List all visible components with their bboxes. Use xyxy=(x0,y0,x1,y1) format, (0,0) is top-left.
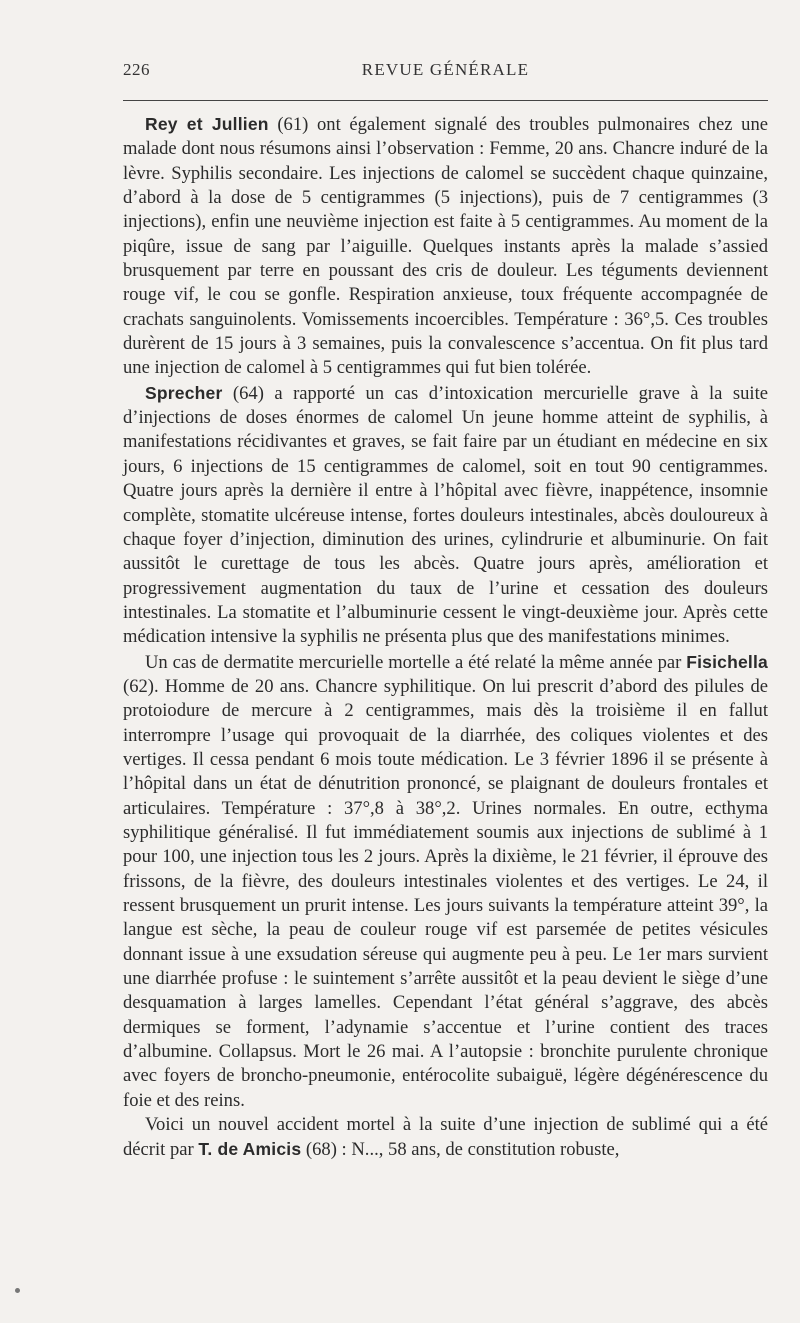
body-text xyxy=(123,112,768,1163)
page-number: 226 xyxy=(123,60,150,79)
paragraph-text: (61) ont également signalé des troubles pulmonaires chez une malade dont nous résumons ainsi l’observation : Femme, 20 ans. Chancre induré de la lèvre. Syphilis secondaire. Les injections de calomel se succèdent chaque quinzaine, d’abord à la dose de 5 centigrammes (5 injections), puis de 7 centigrammes (3 injections), enfin une neuvième injection est faite à 5 centigrammes. Au moment de la piqûre, issue de sang par l’aiguille. Quelques instants après la malade s’assied brusquement par terre en poussant des cris de douleur. Les téguments deviennent rouge vif, le cou se gonfle. Respiration anxieuse, toux fréquente accompagnée de crachats sanguinolents. Vomissements incoercibles. Température : 36°,5. Ces troubles durèrent de 15 jours à 3 semaines, puis la convalescence s’accentua. On fit plus tard une injection de calomel à 5 centigrammes qui fut bien tolérée. xyxy=(123,114,768,379)
ink-spot xyxy=(15,1288,20,1293)
paragraph-rey-jullien xyxy=(123,112,768,381)
paragraph-de-amicis xyxy=(123,1113,768,1163)
author-name: Rey et Jullien xyxy=(145,114,269,134)
paragraph-text: (64) a rapporté un cas d’intoxication mercurielle grave à la suite d’injections de doses énormes de calomel Un jeune homme atteint de syphilis, à manifestations récidivantes et graves, se fait faire par un étudiant en médecine en six jours, 6 injections de 15 centigrammes de calomel, soit en tout 90 centigrammes. Quatre jours après la dernière il entre à l’hôpital avec fièvre, inappétence, insomnie complète, stomatite ulcéreuse intense, fortes douleurs intestinales, abcès douloureux à chaque foyer d’injection, diminution des urines, cylindrurie et albuminurie. On fait aussitôt le curettage de tous les abcès. Quatre jours après, amélioration et progressivement augmentation du taux de l’urine et cessation des douleurs intestinales. La stomatite et l’albuminurie cessent le vingt-deuxième jour. Après cette médication intensive la syphilis ne présenta plus que des manifestations minimes. xyxy=(123,382,768,648)
header-rule xyxy=(123,100,768,101)
author-name: Sprecher xyxy=(145,382,223,403)
journal-title: REVUE GÉNÉRALE xyxy=(361,60,530,79)
paragraph-fisichella xyxy=(123,650,768,1114)
paragraph-sprecher xyxy=(123,381,768,650)
running-head xyxy=(123,60,768,88)
author-name: Fisichella xyxy=(686,651,768,672)
paragraph-text: (62). Homme de 20 ans. Chancre syphilitique. On lui prescrit d’abord des pilules de protoiodure de mercure à 2 centigrammes, mais dès la troisième il en fallut interrompre l’usage qui provoquait de la diarrhée, des coliques violentes et des vertiges. Il cessa pendant 6 mois toute médication. Le 3 février 1896 il se présente à l’hôpital dans un état de dénutrition prononcé, se plaignant de douleurs frontales et articulaires. Température : 37°,8 à 38°,2. Urines normales. En outre, ecthyma syphilitique généralisé. Il fut immédiatement soumis aux injections de sublimé à 1 pour 100, une injection tous les 2 jours. Après la dixième, le 21 février, il éprouve des frissons, de la fièvre, des douleurs intestinales violentes et des vertiges. Le 24, il ressent brusquement un prurit intense. Les jours suivants la température atteint 39°, la langue est sèche, la peau de couleur rouge vif est parsemée de petites vésicules donnant issue à une exsudation séreuse qui augmente peu à peu. Le 1er mars survient une diarrhée profuse : le suintement s’arrête aussitôt et la peau devient le siège d’une desquamation à larges lamelles. Cependant l’état général s’aggrave, des abcès dermiques se forment, l’adynamie s’accentue et l’urine contient des traces d’albumine. Collapsus. Mort le 26 mai. A l’autopsie : bronchite purulente chronique avec foyers de broncho-pneumonie, entérocolite subaiguë, légère dégénérescence du foie et des reins. xyxy=(123,675,768,1111)
paragraph-lead: Voici un nouvel accident mortel à la suite d’une injection de sublimé qui a été décrit par xyxy=(123,1114,768,1161)
paragraph-lead: Un cas de dermatite mercurielle mortelle a été relaté la même année par xyxy=(145,651,687,673)
paragraph-text: (68) : N..., 58 ans, de constitution robuste, xyxy=(301,1139,620,1161)
author-name: T. de Amicis xyxy=(198,1139,302,1160)
